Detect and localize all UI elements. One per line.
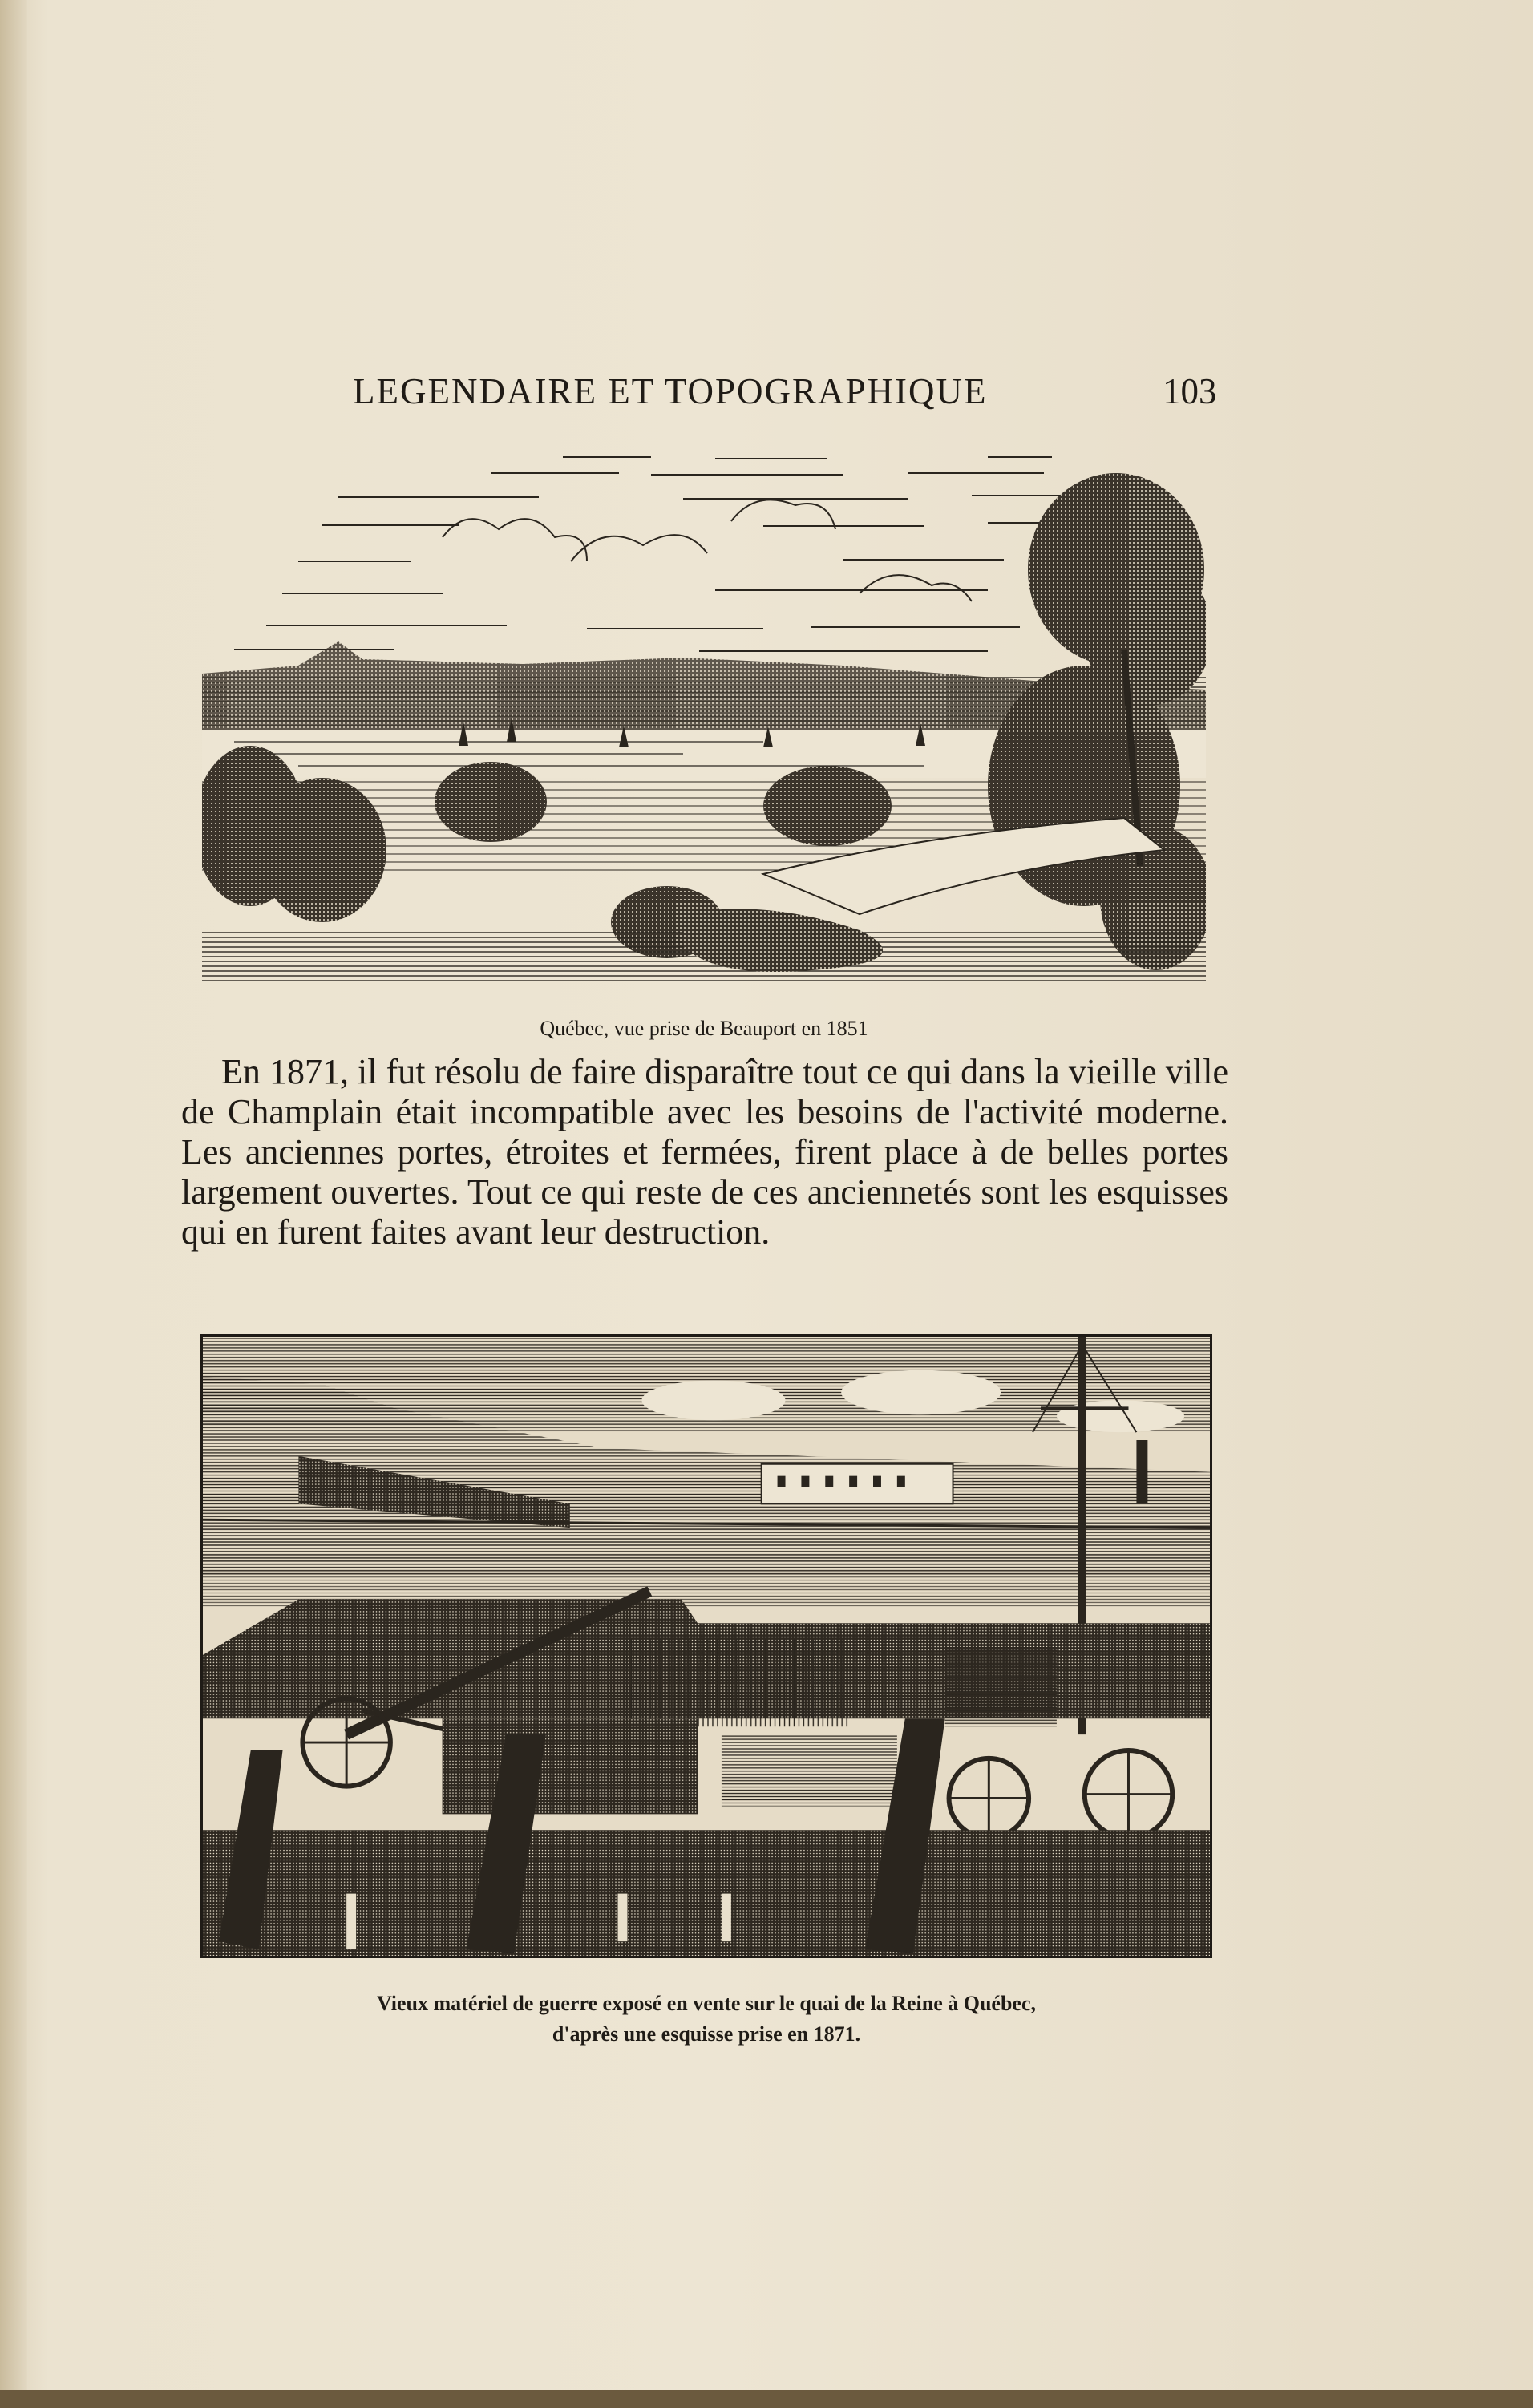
page-gutter <box>0 0 27 2408</box>
figure-2-caption-line-2: d'après une esquisse prise en 1871. <box>552 2022 861 2046</box>
figure-2-caption-line-1: Vieux matériel de guerre exposé en vente sur le quai de la Reine à Québec, <box>376 1992 1036 2015</box>
engraving-illustration <box>203 1337 1210 1956</box>
engraving-illustration <box>202 449 1206 983</box>
figure-2-caption <box>200 1989 1212 2050</box>
figure-1-caption: Québec, vue prise de Beauport en 1851 <box>540 1017 868 1040</box>
engraving-quebec-beauport <box>202 449 1206 983</box>
page-bottom-edge <box>0 2390 1533 2408</box>
engraving-war-materiel-quai <box>200 1334 1212 1958</box>
running-title: LEGENDAIRE ET TOPOGRAPHIQUE <box>353 371 988 411</box>
page-number: 103 <box>1163 371 1217 411</box>
body-paragraph: En 1871, il fut résolu de faire disparaître tout ce qui dans la vieille ville de Champlain était incompatible avec les besoins de l'activité moderne. Les anciennes portes, étroites et fermées, firent place à de belles portes largement ouvertes. Tout ce qui reste de ces anciennetés sont les esquisses qui en furent faites avant leur destruction. <box>181 1052 1228 1252</box>
